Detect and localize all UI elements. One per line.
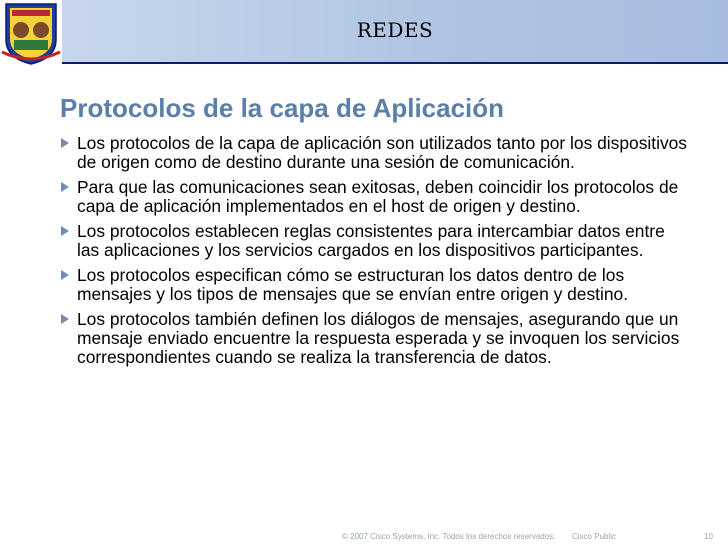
page-number: 10: [704, 532, 713, 541]
triangle-bullet-icon: [61, 182, 69, 192]
slide-title: REDES: [356, 18, 434, 42]
bullet-list: [60, 134, 690, 373]
slide-header: [0, 0, 728, 64]
bullet-text: Los protocolos especifican cómo se estructuran los datos dentro de los mensajes y los tipos de mensajes que se envían entre origen y destino.: [77, 265, 629, 304]
slide-heading: Protocolos de la capa de Aplicación: [60, 93, 505, 123]
bullet-item: [60, 134, 690, 172]
bullet-item: [60, 178, 690, 216]
triangle-bullet-icon: [61, 314, 69, 324]
bullet-text: Los protocolos establecen reglas consistentes para intercambiar datos entre las aplicaciones y los servicios cargados en los dispositivos participantes.: [77, 221, 665, 260]
bullet-item: [60, 310, 690, 367]
bullet-text: Los protocolos de la capa de aplicación son utilizados tanto por los dispositivos de origen como de destino durante una sesión de comunicación.: [77, 133, 688, 172]
triangle-bullet-icon: [61, 226, 69, 236]
bullet-item: [60, 222, 690, 260]
bullet-item: [60, 266, 690, 304]
triangle-bullet-icon: [61, 138, 69, 148]
bullet-text: Los protocolos también definen los diálogos de mensajes, asegurando que un mensaje enviado encuentre la respuesta esperada y se invoquen los servicios correspondientes cuando se realiza la transferencia de datos.: [77, 309, 680, 367]
footer-copyright: © 2007 Cisco Systems, Inc. Todos los derechos reservados.: [342, 532, 556, 541]
footer-classification: Cisco Public: [572, 532, 617, 541]
triangle-bullet-icon: [61, 270, 69, 280]
university-crest-logo: [0, 0, 62, 66]
bullet-text: Para que las comunicaciones sean exitosas, deben coincidir los protocolos de capa de aplicación implementados en el host de origen y destino.: [77, 177, 679, 216]
title-underline: [62, 62, 728, 64]
